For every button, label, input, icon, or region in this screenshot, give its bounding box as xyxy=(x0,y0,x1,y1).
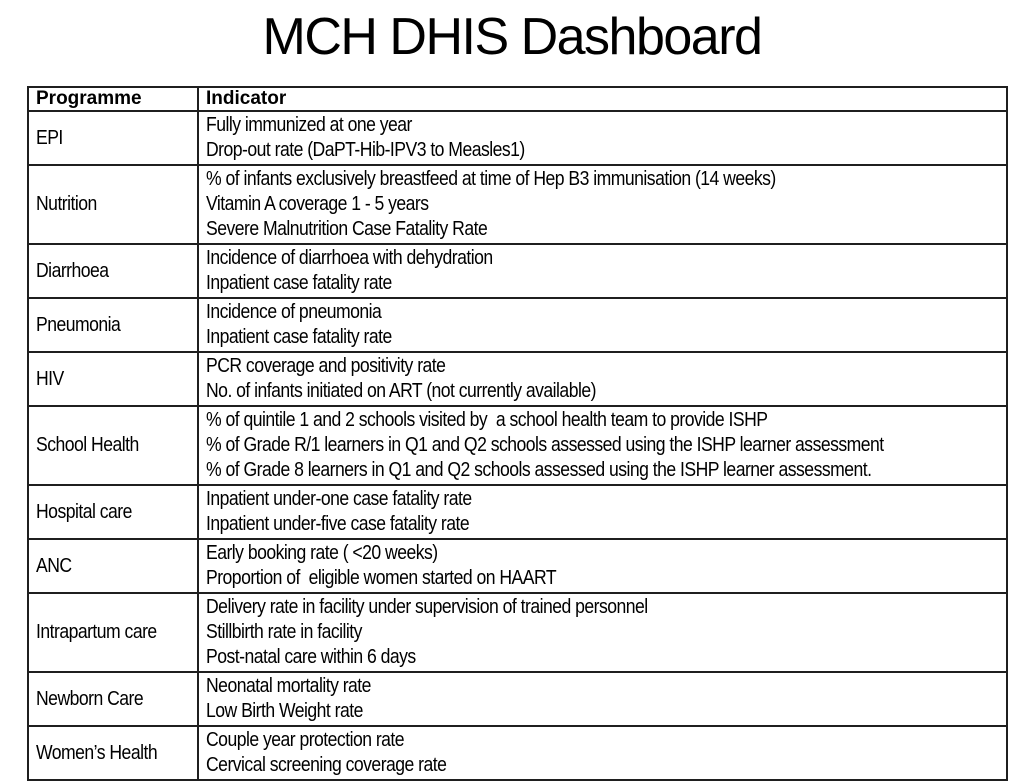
programme-label: Pneumonia xyxy=(36,313,121,336)
indicator-line: Incidence of diarrhoea with dehydration xyxy=(206,247,493,269)
programme-cell xyxy=(28,539,198,593)
indicator-line: Fully immunized at one year xyxy=(206,114,412,136)
programme-cell xyxy=(28,485,198,539)
indicator-line: Vitamin A coverage 1 - 5 years xyxy=(206,193,429,215)
programme-label: HIV xyxy=(36,367,64,390)
indicator-cell xyxy=(198,352,1007,406)
indicator-line: Inpatient under-one case fatality rate xyxy=(206,488,472,510)
indicator-line: % of Grade R/1 learners in Q1 and Q2 schools assessed using the ISHP learner assessment xyxy=(206,434,884,456)
indicator-cell xyxy=(198,406,1007,485)
indicator-line: Cervical screening coverage rate xyxy=(206,754,447,776)
programme-cell xyxy=(28,165,198,244)
indicator-line: Incidence of pneumonia xyxy=(206,301,382,323)
programme-label: ANC xyxy=(36,554,72,577)
indicator-cell xyxy=(198,244,1007,298)
indicator-line: Drop-out rate (DaPT-Hib-IPV3 to Measles1) xyxy=(206,139,525,161)
indicator-cell xyxy=(198,726,1007,780)
indicator-line: Proportion of eligible women started on HAART xyxy=(206,567,557,589)
indicator-line: % of infants exclusively breastfeed at time of Hep B3 immunisation (14 weeks) xyxy=(206,168,776,190)
programme-cell xyxy=(28,111,198,165)
indicator-line: Severe Malnutrition Case Fatality Rate xyxy=(206,218,488,240)
indicator-line: Low Birth Weight rate xyxy=(206,700,363,722)
table-row xyxy=(28,111,1007,165)
dashboard-table xyxy=(27,86,1008,781)
programme-cell xyxy=(28,593,198,672)
programme-label: Women’s Health xyxy=(36,741,158,764)
indicator-cell xyxy=(198,298,1007,352)
table-row xyxy=(28,672,1007,726)
table-row xyxy=(28,593,1007,672)
indicator-line: Delivery rate in facility under supervision of trained personnel xyxy=(206,596,648,618)
programme-label: Newborn Care xyxy=(36,687,144,710)
indicator-line: Neonatal mortality rate xyxy=(206,675,371,697)
indicator-cell xyxy=(198,539,1007,593)
table-row xyxy=(28,485,1007,539)
programme-label: Hospital care xyxy=(36,500,132,523)
column-header-programme: Programme xyxy=(28,87,198,111)
indicator-cell xyxy=(198,165,1007,244)
programme-label: School Health xyxy=(36,434,139,456)
table-row xyxy=(28,726,1007,780)
table-row xyxy=(28,298,1007,352)
programme-cell xyxy=(28,726,198,780)
programme-cell xyxy=(28,672,198,726)
indicator-line: Inpatient case fatality rate xyxy=(206,272,392,294)
indicator-line: Couple year protection rate xyxy=(206,729,405,751)
indicator-line: % of quintile 1 and 2 schools visited by a school health team to provide ISHP xyxy=(206,409,768,431)
programme-label: Intrapartum care xyxy=(36,621,157,643)
indicator-line: No. of infants initiated on ART (not currently available) xyxy=(206,380,596,402)
programme-label: Diarrhoea xyxy=(36,259,109,282)
indicator-cell xyxy=(198,593,1007,672)
indicator-line: Post-natal care within 6 days xyxy=(206,646,416,668)
slide xyxy=(0,6,1024,776)
programme-cell xyxy=(28,298,198,352)
page-title: MCH DHIS Dashboard xyxy=(262,8,762,66)
table-header-row xyxy=(28,87,1007,111)
indicator-line: Stillbirth rate in facility xyxy=(206,621,362,643)
indicator-cell xyxy=(198,485,1007,539)
indicator-line: Inpatient under-five case fatality rate xyxy=(206,513,470,535)
table-row xyxy=(28,165,1007,244)
programme-label: EPI xyxy=(36,126,63,149)
programme-label: Nutrition xyxy=(36,193,97,215)
indicator-cell xyxy=(198,111,1007,165)
programme-cell xyxy=(28,352,198,406)
table-row xyxy=(28,352,1007,406)
indicator-line: % of Grade 8 learners in Q1 and Q2 schools assessed using the ISHP learner assessment. xyxy=(206,459,872,481)
indicator-line: Inpatient case fatality rate xyxy=(206,326,392,348)
indicator-line: PCR coverage and positivity rate xyxy=(206,355,446,377)
indicator-line: Early booking rate ( <20 weeks) xyxy=(206,542,438,564)
table-row xyxy=(28,406,1007,485)
table-row xyxy=(28,539,1007,593)
column-header-indicator: Indicator xyxy=(198,87,1007,111)
indicator-cell xyxy=(198,672,1007,726)
programme-cell xyxy=(28,244,198,298)
table-row xyxy=(28,244,1007,298)
programme-cell xyxy=(28,406,198,485)
